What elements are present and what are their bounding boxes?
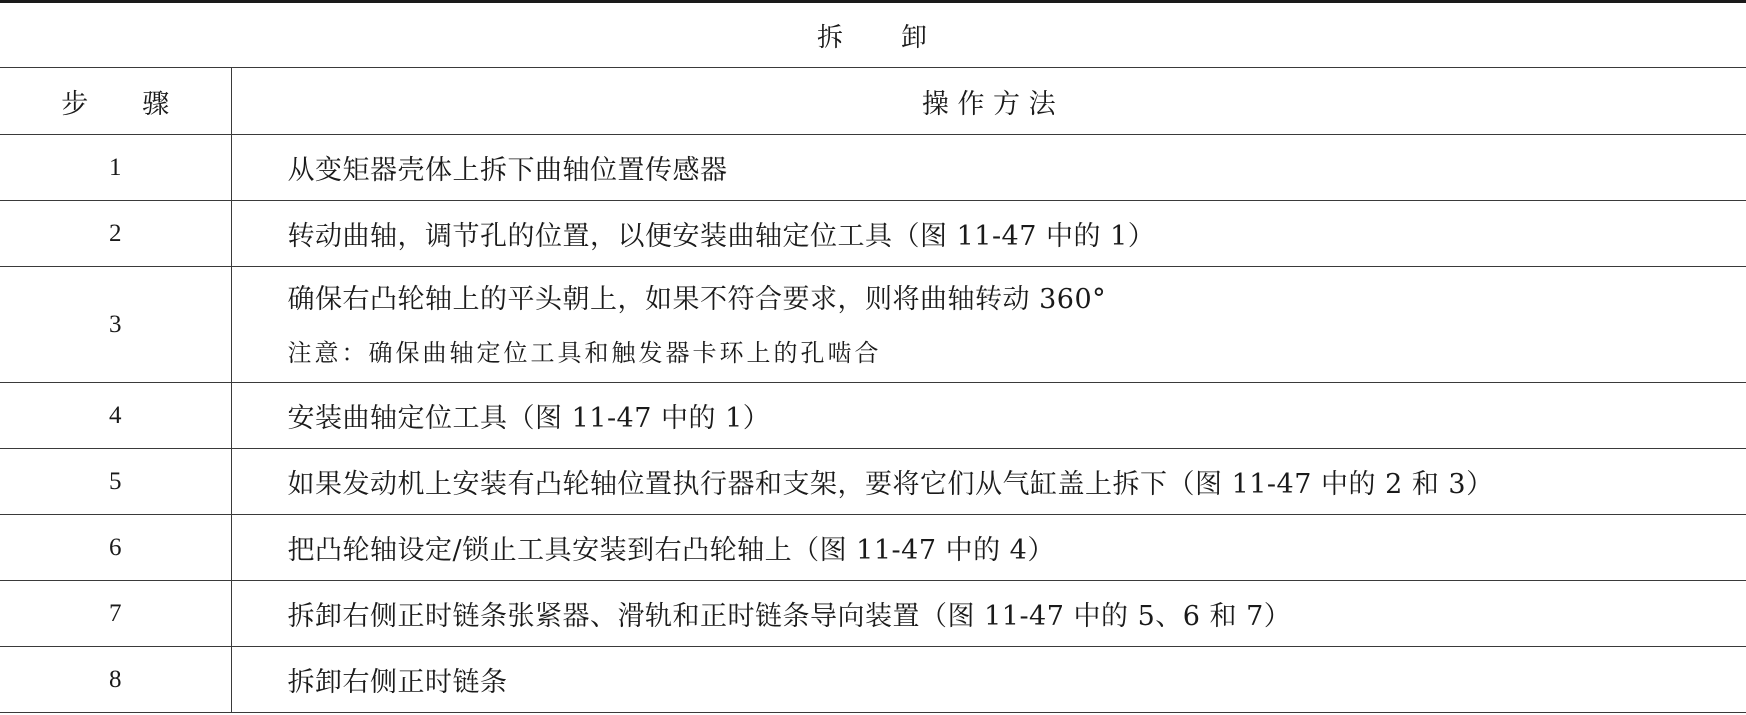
method-column-header: 操 作 方 法 — [231, 68, 1746, 135]
table-row — [0, 383, 1746, 449]
table-row — [0, 135, 1746, 201]
step-description: 确保右凸轮轴上的平头朝上，如果不符合要求，则将曲轴转动 360° — [287, 283, 1107, 315]
table-row — [0, 647, 1746, 713]
table-row — [0, 515, 1746, 581]
step-number: 5 — [0, 449, 231, 515]
step-description: 拆卸右侧正时链条 — [231, 647, 1746, 713]
table-row — [0, 267, 1746, 383]
table-row — [0, 201, 1746, 267]
table-row — [0, 449, 1746, 515]
step-number: 6 — [0, 515, 231, 581]
step-column-header: 步 骤 — [0, 68, 231, 135]
step-description: 把凸轮轴设定/锁止工具安装到右凸轮轴上（图 11-47 中的 4） — [231, 515, 1746, 581]
step-note: 注意：确保曲轴定位工具和触发器卡环上的孔啮合 — [287, 338, 882, 367]
step-description: 拆卸右侧正时链条张紧器、滑轨和正时链条导向装置（图 11-47 中的 5、6 和 7） — [231, 581, 1746, 647]
step-number: 4 — [0, 383, 231, 449]
step-description: 转动曲轴，调节孔的位置，以便安装曲轴定位工具（图 11-47 中的 1） — [231, 201, 1746, 267]
step-number: 3 — [0, 267, 231, 383]
step-description: 安装曲轴定位工具（图 11-47 中的 1） — [231, 383, 1746, 449]
table-title: 拆 卸 — [0, 2, 1746, 68]
step-description-with-note — [231, 267, 1746, 383]
table-title-row — [0, 2, 1746, 68]
step-number: 8 — [0, 647, 231, 713]
table-header-row — [0, 68, 1746, 135]
step-number: 2 — [0, 201, 231, 267]
step-description: 如果发动机上安装有凸轮轴位置执行器和支架，要将它们从气缸盖上拆下（图 11-47 中的 2 和 3） — [231, 449, 1746, 515]
step-number: 7 — [0, 581, 231, 647]
table-row — [0, 581, 1746, 647]
step-number: 1 — [0, 135, 231, 201]
step-description: 从变矩器壳体上拆下曲轴位置传感器 — [231, 135, 1746, 201]
